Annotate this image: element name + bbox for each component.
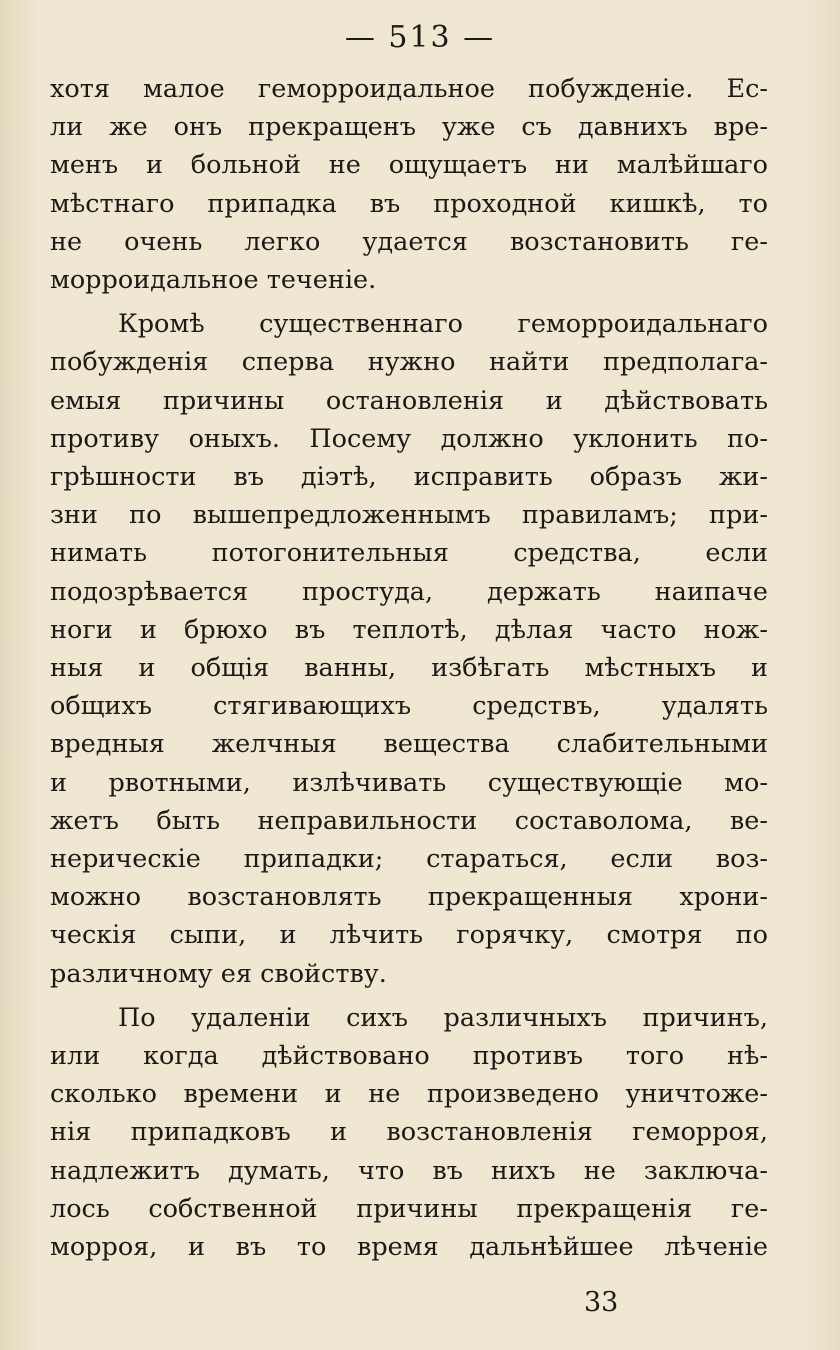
text-line: или когда дѣйствовано противъ того нѣ- <box>50 1041 768 1072</box>
text-line: общихъ стягивающихъ средствъ, удалять <box>50 691 768 722</box>
text-line: зни по вышепредложеннымъ правиламъ; при- <box>50 500 768 531</box>
text-line: грѣшности въ діэтѣ, исправить образъ жи- <box>50 462 768 493</box>
text-line: подозрѣвается простуда, держать наипаче <box>50 576 768 607</box>
text-line: побужденія сперва нужно найти предполага- <box>50 347 768 378</box>
text-line: емыя причины остановленія и дѣйствовать <box>50 385 768 416</box>
paragraph-2 <box>50 305 768 993</box>
text-line: нія припадковъ и возстановленія геморроя, <box>50 1117 768 1148</box>
text-line: лось собственной причины прекращенія ге- <box>50 1193 768 1224</box>
text-line: ли же онъ прекращенъ уже съ давнихъ вре- <box>50 112 768 143</box>
text-line: мѣстнаго припадка въ проходной кишкѣ, то <box>50 188 768 219</box>
text-line: не очень легко удается возстановить ге- <box>50 226 768 257</box>
text-line: нимать потогонительныя средства, если <box>50 538 768 569</box>
text-line: менъ и больной не ощущаетъ ни малѣйшаго <box>50 150 768 181</box>
text-line: различному ея свойству. <box>50 958 387 989</box>
text-line: надлежитъ думать, что въ нихъ не заключа- <box>50 1155 768 1186</box>
text-line: нерическіе припадки; стараться, если воз- <box>50 844 768 875</box>
text-line: По удаленіи сихъ различныхъ причинъ, <box>118 1002 768 1033</box>
text-line: морроя, и въ то время дальнѣйшее лѣченіе <box>50 1232 768 1263</box>
text-line: хотя малое геморроидальное побужденіе. Ес- <box>50 74 768 104</box>
text-line: можно возстановлять прекращенныя хрони- <box>50 882 768 913</box>
paragraph-1 <box>50 70 768 299</box>
text-line: жетъ быть неправильности составолома, ве- <box>50 805 768 836</box>
text-line: противу оныхъ. Посему должно уклонить по- <box>50 423 768 454</box>
page-number: — 513 — <box>344 20 496 55</box>
page-body <box>50 70 768 1272</box>
text-line: ныя и общія ванны, избѣгать мѣстныхъ и <box>50 653 768 684</box>
text-line: ноги и брюхо въ теплотѣ, дѣлая часто нож- <box>50 614 768 645</box>
text-line: вредныя желчныя вещества слабительными <box>50 729 768 760</box>
text-line: и рвотными, излѣчивать существующіе мо- <box>50 767 768 798</box>
text-line: сколько времени и не произведено уничтоже- <box>50 1079 768 1110</box>
text-line: ческія сыпи, и лѣчить горячку, смотря по <box>50 920 768 951</box>
text-line: морроидальное теченіе. <box>50 265 377 296</box>
signature-mark: 33 <box>584 1287 619 1318</box>
text-line: Кромѣ существеннаго геморроидальнаго <box>118 309 768 340</box>
paragraph-3 <box>50 999 768 1266</box>
